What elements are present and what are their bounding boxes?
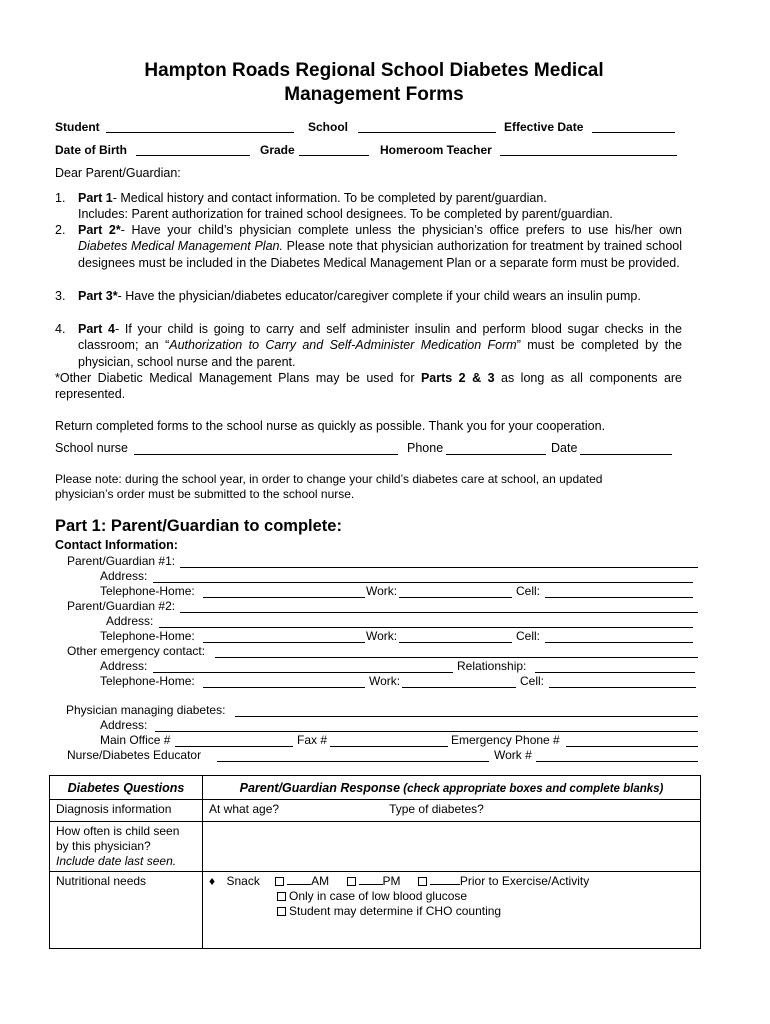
other-address-label: Address:	[100, 659, 148, 673]
row-physician-question: How often is child seen by this physician? Include date last seen.	[50, 822, 203, 872]
other-plans-note: *Other Diabetic Medical Management Plans may be used for Parts 2 & 3 as long as all components are represented.	[55, 371, 683, 402]
emergency-phone-label: Emergency Phone #	[451, 733, 560, 747]
pg2-cell-label: Cell:	[516, 629, 541, 643]
physician-field[interactable]	[235, 716, 698, 717]
homeroom-label: Homeroom Teacher	[380, 143, 492, 157]
effective-date-label: Effective Date	[504, 120, 584, 134]
student-label: Student	[55, 120, 100, 134]
pg2-address-field[interactable]	[159, 627, 693, 628]
pg1-address-field[interactable]	[153, 582, 693, 583]
homeroom-field[interactable]	[500, 155, 677, 156]
other-work-label: Work:	[369, 674, 401, 688]
pg1-address-label: Address:	[100, 569, 148, 583]
row-nutrition-response: ♦ Snack AM PM Prior to Exercise/Activity Only in case of low blood glucose Student may determine if CHO counting	[203, 872, 701, 949]
nurse-educator-label: Nurse/Diabetes Educator	[67, 748, 202, 762]
physician-address-label: Address:	[100, 718, 148, 732]
fax-field[interactable]	[330, 746, 448, 747]
other-emergency-field[interactable]	[215, 657, 698, 658]
school-field[interactable]	[358, 132, 496, 133]
col-header-questions: Diabetes Questions	[50, 776, 203, 800]
pg2-field[interactable]	[180, 612, 698, 613]
diabetes-questions-table	[49, 775, 701, 949]
return-text: Return completed forms to the school nurse as quickly as possible. Thank you for your cooperation.	[55, 419, 606, 433]
pg1-field[interactable]	[180, 567, 698, 568]
pg2-telhome-label: Telephone-Home:	[100, 629, 195, 643]
dob-field[interactable]	[136, 155, 250, 156]
grade-label: Grade	[260, 143, 295, 157]
snack-am-checkbox[interactable]	[275, 877, 284, 886]
other-cell-field[interactable]	[549, 687, 696, 688]
instruction-part1: 1. Part 1- Medical history and contact information. To be completed by parent/guardian. Includes: Parent authorization for trained school designees. To be completed by parent/guardian.	[55, 191, 613, 222]
instruction-part3: 3. Part 3*- Have the physician/diabetes educator/caregiver complete if your child wears an insulin pump.	[55, 289, 641, 303]
contact-heading: Contact Information:	[55, 538, 178, 552]
school-nurse-field[interactable]	[134, 454, 398, 455]
fax-label: Fax #	[297, 733, 328, 747]
row-physician-response[interactable]	[203, 822, 701, 872]
other-cell-label: Cell:	[520, 674, 545, 688]
school-label: School	[308, 120, 349, 134]
row-diagnosis-response[interactable]: At what age? Type of diabetes?	[203, 800, 701, 822]
row-diagnosis-question: Diagnosis information	[50, 800, 203, 822]
snack-prior-exercise-checkbox[interactable]	[418, 877, 427, 886]
relationship-field[interactable]	[535, 672, 695, 673]
emergency-phone-field[interactable]	[566, 746, 698, 747]
instruction-part2: 2. Part 2*- Have your child’s physician complete unless the physician’s office prefers to use his/her own Diabetes Medical Management Plan. Please note that physician authorization for treatment by trained school designees must be included in the Diabetes Medical Management Plan or a separate form must be provided.	[55, 223, 682, 270]
pg2-cell-field[interactable]	[545, 642, 693, 643]
pg2-work-label: Work:	[366, 629, 398, 643]
other-address-field[interactable]	[153, 672, 453, 673]
main-office-field[interactable]	[175, 746, 293, 747]
nurse-educator-field[interactable]	[217, 761, 489, 762]
effective-date-field[interactable]	[592, 132, 675, 133]
pg1-telhome-field[interactable]	[203, 597, 365, 598]
school-nurse-label: School nurse	[55, 441, 128, 455]
pg2-label: Parent/Guardian #2:	[67, 599, 176, 613]
col-header-response: Parent/Guardian Response (check appropriate boxes and complete blanks)	[203, 776, 701, 800]
row-nutrition-question: Nutritional needs	[50, 872, 203, 949]
pg1-work-field[interactable]	[399, 597, 512, 598]
date-field[interactable]	[580, 454, 672, 455]
other-work-field[interactable]	[402, 687, 516, 688]
date-label: Date	[551, 441, 578, 455]
pg2-telhome-field[interactable]	[203, 642, 365, 643]
pg1-work-label: Work:	[366, 584, 398, 598]
please-note: Please note: during the school year, in order to change your child’s diabetes care at school, an updated physician’s order must be submitted to the school nurse.	[55, 472, 603, 501]
only-low-glucose-checkbox[interactable]	[277, 892, 286, 901]
pg1-cell-label: Cell:	[516, 584, 541, 598]
pg2-work-field[interactable]	[399, 642, 512, 643]
pg1-cell-field[interactable]	[545, 597, 693, 598]
cho-counting-checkbox[interactable]	[277, 907, 286, 916]
physician-address-field[interactable]	[155, 731, 698, 732]
pg1-telhome-label: Telephone-Home:	[100, 584, 195, 598]
other-emergency-label: Other emergency contact:	[67, 644, 206, 658]
other-telhome-field[interactable]	[203, 687, 365, 688]
grade-field[interactable]	[299, 155, 369, 156]
phone-field[interactable]	[446, 454, 546, 455]
page-subtitle: Management Forms	[284, 84, 464, 105]
main-office-label: Main Office #	[100, 733, 171, 747]
greeting: Dear Parent/Guardian:	[55, 166, 181, 180]
instruction-part4: 4. Part 4- If your child is going to carry and self administer insulin and perform blood sugar checks in the classroom; an “Authorization to Carry and Self-Administer Medication Form” must be completed by the physician, school nurse and the parent.	[55, 322, 682, 369]
physician-label: Physician managing diabetes:	[66, 703, 226, 717]
snack-pm-checkbox[interactable]	[347, 877, 356, 886]
bullet-icon: ♦	[209, 874, 216, 888]
part1-heading: Part 1: Parent/Guardian to complete:	[55, 517, 342, 535]
dob-label: Date of Birth	[55, 143, 127, 157]
other-telhome-label: Telephone-Home:	[100, 674, 195, 688]
page-title: Hampton Roads Regional School Diabetes Medical	[144, 60, 604, 81]
student-field[interactable]	[106, 132, 294, 133]
phone-label: Phone	[407, 441, 444, 455]
relationship-label: Relationship:	[457, 659, 527, 673]
pg2-address-label: Address:	[106, 614, 154, 628]
pg1-label: Parent/Guardian #1:	[67, 554, 176, 568]
work-num-label: Work #	[494, 748, 532, 762]
work-num-field[interactable]	[536, 761, 698, 762]
